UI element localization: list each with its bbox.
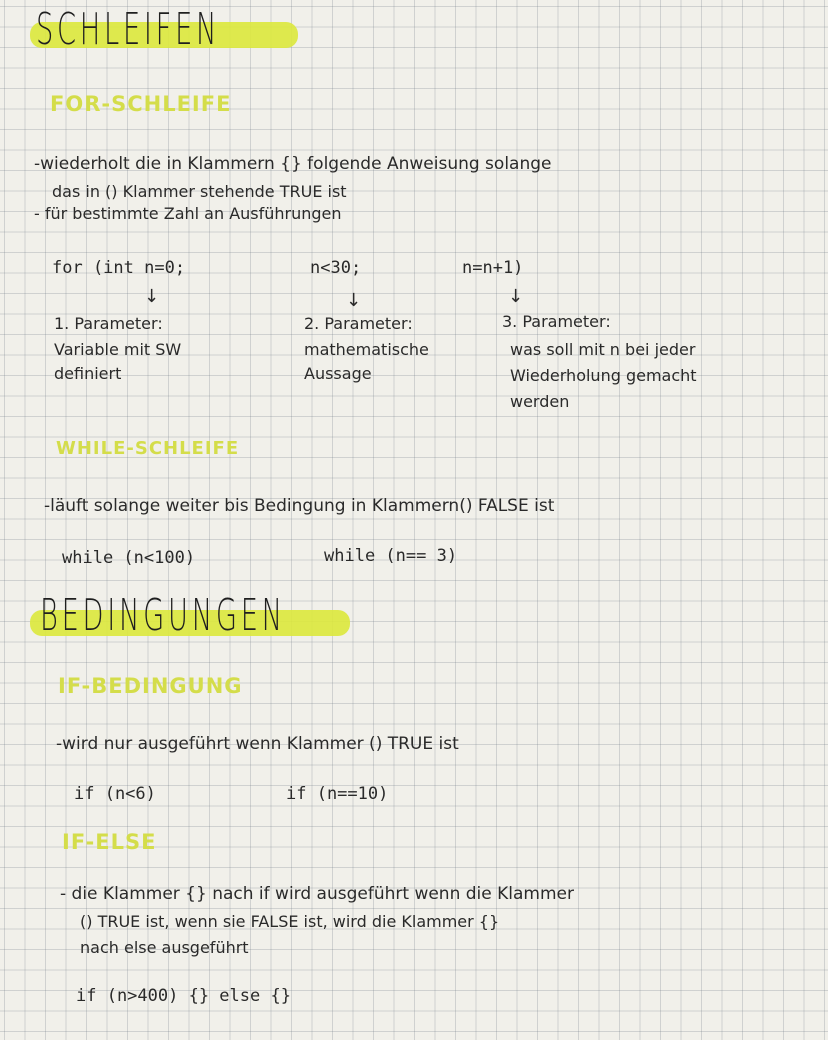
if-else-desc-line3: nach else ausgeführt (80, 938, 249, 957)
section-title-for: FOR-SCHLEIFE (50, 92, 232, 116)
section-title-if-else: IF-ELSE (62, 830, 157, 854)
for-desc-line1: -wiederholt die in Klammern {} folgende Anweisung solange (34, 154, 552, 174)
while-example1: while (n<100) (62, 548, 196, 568)
while-desc-line1: -läuft solange weiter bis Bedingung in Klammern() FALSE ist (44, 496, 555, 516)
param2-line1: mathematische (304, 340, 429, 359)
for-code-part3: n=n+1) (462, 258, 524, 278)
arrow-down-icon: ↓ (508, 286, 524, 307)
for-code-part1: for (int n=0; (52, 258, 186, 278)
if-else-example: if (n>400) {} else {} (76, 986, 291, 1006)
for-code-part2: n<30; (310, 258, 362, 278)
if-desc-line1: -wird nur ausgeführt wenn Klammer () TRUE ist (56, 734, 459, 754)
param3-line1: was soll mit n bei jeder (510, 340, 696, 359)
if-example1: if (n<6) (74, 784, 156, 804)
section-title-while: WHILE-SCHLEIFE (56, 438, 240, 459)
if-else-desc-line2: () TRUE ist, wenn sie FALSE ist, wird die Klammer {} (80, 912, 500, 931)
for-desc-line3: - für bestimmte Zahl an Ausführungen (34, 204, 342, 223)
while-example2: while (n== 3) (324, 546, 458, 566)
page-title-bedingungen: BEDINGUNGEN (40, 590, 286, 641)
arrow-down-icon: ↓ (346, 290, 362, 311)
param2-line2: Aussage (304, 364, 372, 383)
param3-title: 3. Parameter: (502, 312, 611, 331)
if-example2: if (n==10) (286, 784, 389, 804)
if-else-desc-line1: - die Klammer {} nach if wird ausgeführt wenn die Klammer (60, 884, 574, 904)
section-title-if: IF-BEDINGUNG (58, 674, 243, 698)
param1-line2: definiert (54, 364, 122, 383)
arrow-down-icon: ↓ (144, 286, 160, 307)
param1-line1: Variable mit SW (54, 340, 182, 359)
param3-line2: Wiederholung gemacht (510, 366, 697, 385)
for-desc-line2: das in () Klammer stehende TRUE ist (52, 182, 347, 201)
param2-title: 2. Parameter: (304, 314, 413, 333)
page-title-schleifen: SCHLEIFEN (36, 4, 221, 55)
param1-title: 1. Parameter: (54, 314, 163, 333)
param3-line3: werden (510, 392, 570, 411)
